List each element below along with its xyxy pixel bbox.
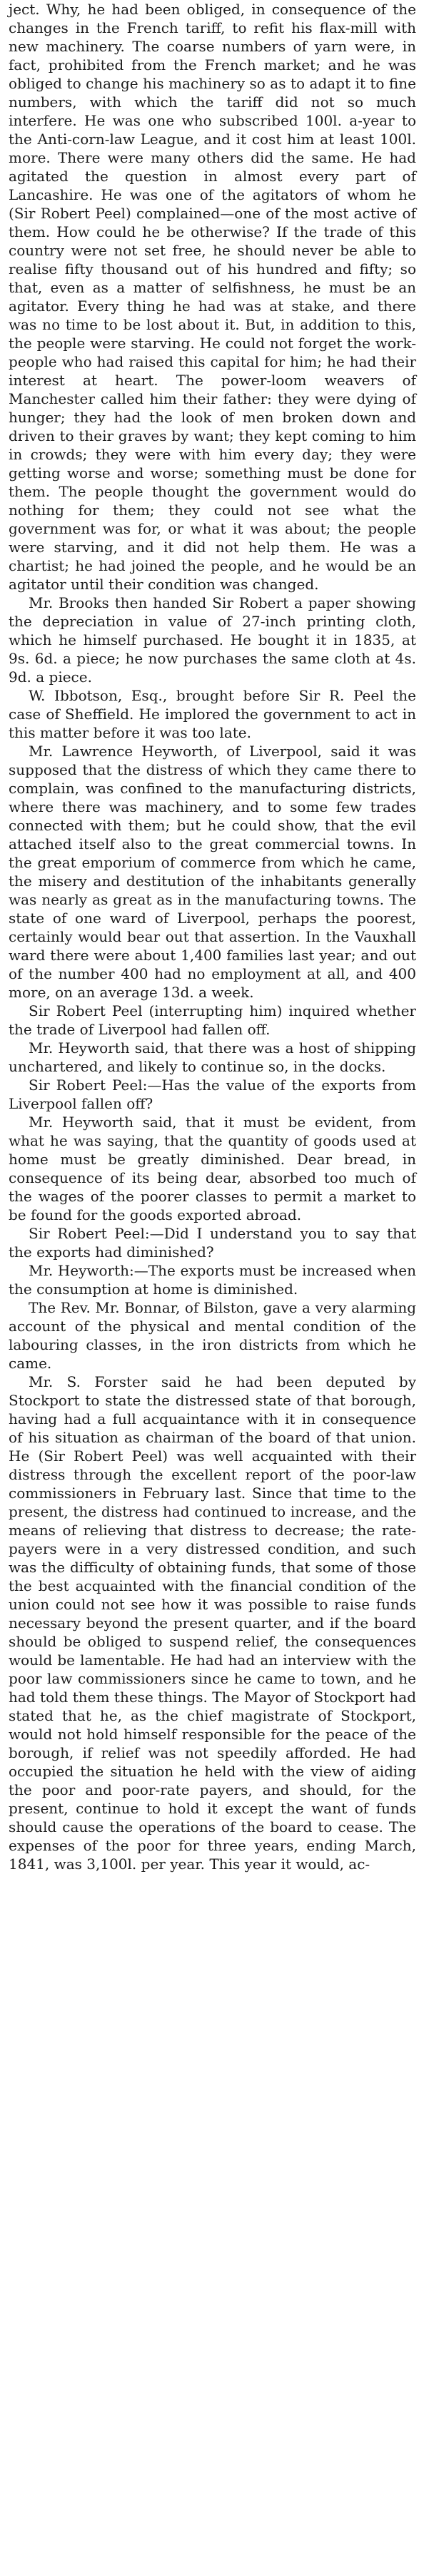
paragraph-peel-exports: Sir Robert Peel:—Has the value of the exports from Liverpool fallen off? xyxy=(9,1076,416,1112)
paragraph-bonnar: The Rev. Mr. Bonnar, of Bilston, gave a very alarming account of the physical and mental condition of the labouring classes, in the iron districts from which he came. xyxy=(9,1299,416,1372)
paragraph-heyworth-liverpool: Mr. Lawrence Heyworth, of Liverpool, said it was supposed that the distress of which they came there to complain, was confined to the manufacturing districts, where there was machinery, and to some few trades connected with them; but he could show, that the evil attached itself also to the great commercial towns. In the great emporium of commerce from which he came, the misery and destitution of the inhabitants generally was nearly as great as in the manufacturing towns. The state of one ward of Liverpool, perhaps the poorest, certainly would bear out that assertion. In the Vauxhall ward there were about 1,400 families last year; and out of the number 400 had no employment at all, and 400 more, on an average 13d. a week. xyxy=(9,743,416,1001)
paragraph-peel-interrupt: Sir Robert Peel (interrupting him) inquired whether the trade of Liverpool had fallen off. xyxy=(9,1002,416,1038)
paragraph-heyworth-exports: Mr. Heyworth:—The exports must be increased when the consumption at home is diminished. xyxy=(9,1262,416,1298)
paragraph-heyworth-shipping: Mr. Heyworth said, that there was a host of shipping unchartered, and likely to continue so, in the docks. xyxy=(9,1039,416,1075)
paragraph-forster-stockport: Mr. S. Forster said he had been deputed by Stockport to state the distressed state of that borough, having had a full acquaintance with it in consequence of his situation as chairman of the board of that union. He (Sir Robert Peel) was well acquainted with their distress through the excellent report of the poor-law commissioners in February last. Since that time to the present, the distress had continued to increase, and the means of relieving that distress to decrease; the rate-payers were in a very distressed condition, and such was the difficulty of obtaining funds, that some of those the best acquainted with the financial condition of the union could not see how it was possible to raise funds necessary beyond the present quarter, and if the board should be obliged to suspend relief, the consequences would be lamentable. He had had an interview with the poor law commissioners since he came to town, and he had told them these things. The Mayor of Stockport had stated that he, as the chief magistrate of Stockport, would not hold himself responsible for the peace of the borough, if relief was not speedily afforded. He had occupied the situation he held with the view of aiding the poor and poor-rate payers, and should, for the present, continue to hold it except the want of funds should cause the operations of the board to cease. The expenses of the poor for three years, ending March, 1841, was 3,100l. per year. This year it would, ac- xyxy=(9,1373,416,1873)
paragraph-peel-diminished: Sir Robert Peel:—Did I understand you to say that the exports had diminished? xyxy=(9,1225,416,1261)
paragraph-flax-mill: ject. Why, he had been obliged, in consequence of the changes in the French tariff, to refit his flax-mill with new machinery. The coarse numbers of yarn were, in fact, prohibited from the French market; and he was obliged to change his machinery so as to adapt it to fine numbers, with which the tariff did not so much interfere. He was one who subscribed 100l. a-year to the Anti-corn-law League, and it cost him at least 100l. more. There were many others did the same. He had agitated the question in almost every part of Lancashire. He was one of the agitators of whom he (Sir Robert Peel) complained—one of the most active of them. How could he be otherwise? If the trade of this country were not set free, he should never be able to realise fifty thousand out of his hundred and fifty; so that, even as a matter of selfishness, he must be an agitator. Every thing he had was at stake, and there was no time to be lost about it. But, in addition to this, the people were starving. He could not forget the work-people who had raised this capital for him; he had their interest at heart. The power-loom weavers of Manchester called him their father: they were dying of hunger; they had the look of men broken down and driven to their graves by want; they kept coming to him in crowds; they were with him every day; they were getting worse and worse; something must be done for them. The people thought the government would do nothing for them; they could not see what the government was for, or what it was about; the people were starving, and it did not help them. He was a chartist; he had joined the people, and he would be an agitator until their condition was changed. xyxy=(9,1,416,593)
paragraph-heyworth-dear-bread: Mr. Heyworth said, that it must be evident, from what he was saying, that the quantity of goods used at home must be greatly diminished. Dear bread, in consequence of its being dear, absorbed too much of the wages of the poorer classes to permit a market to be found for the goods exported abroad. xyxy=(9,1114,416,1223)
paragraph-brooks: Mr. Brooks then handed Sir Robert a paper showing the depreciation in value of 27-inch printing cloth, which he himself purchased. He bought it in 1835, at 9s. 6d. a piece; he now purchases the same cloth at 4s. 9d. a piece. xyxy=(9,594,416,686)
paragraph-ibbotson: W. Ibbotson, Esq., brought before Sir R. Peel the case of Sheffield. He implored the government to act in this matter before it was too late. xyxy=(9,687,416,741)
